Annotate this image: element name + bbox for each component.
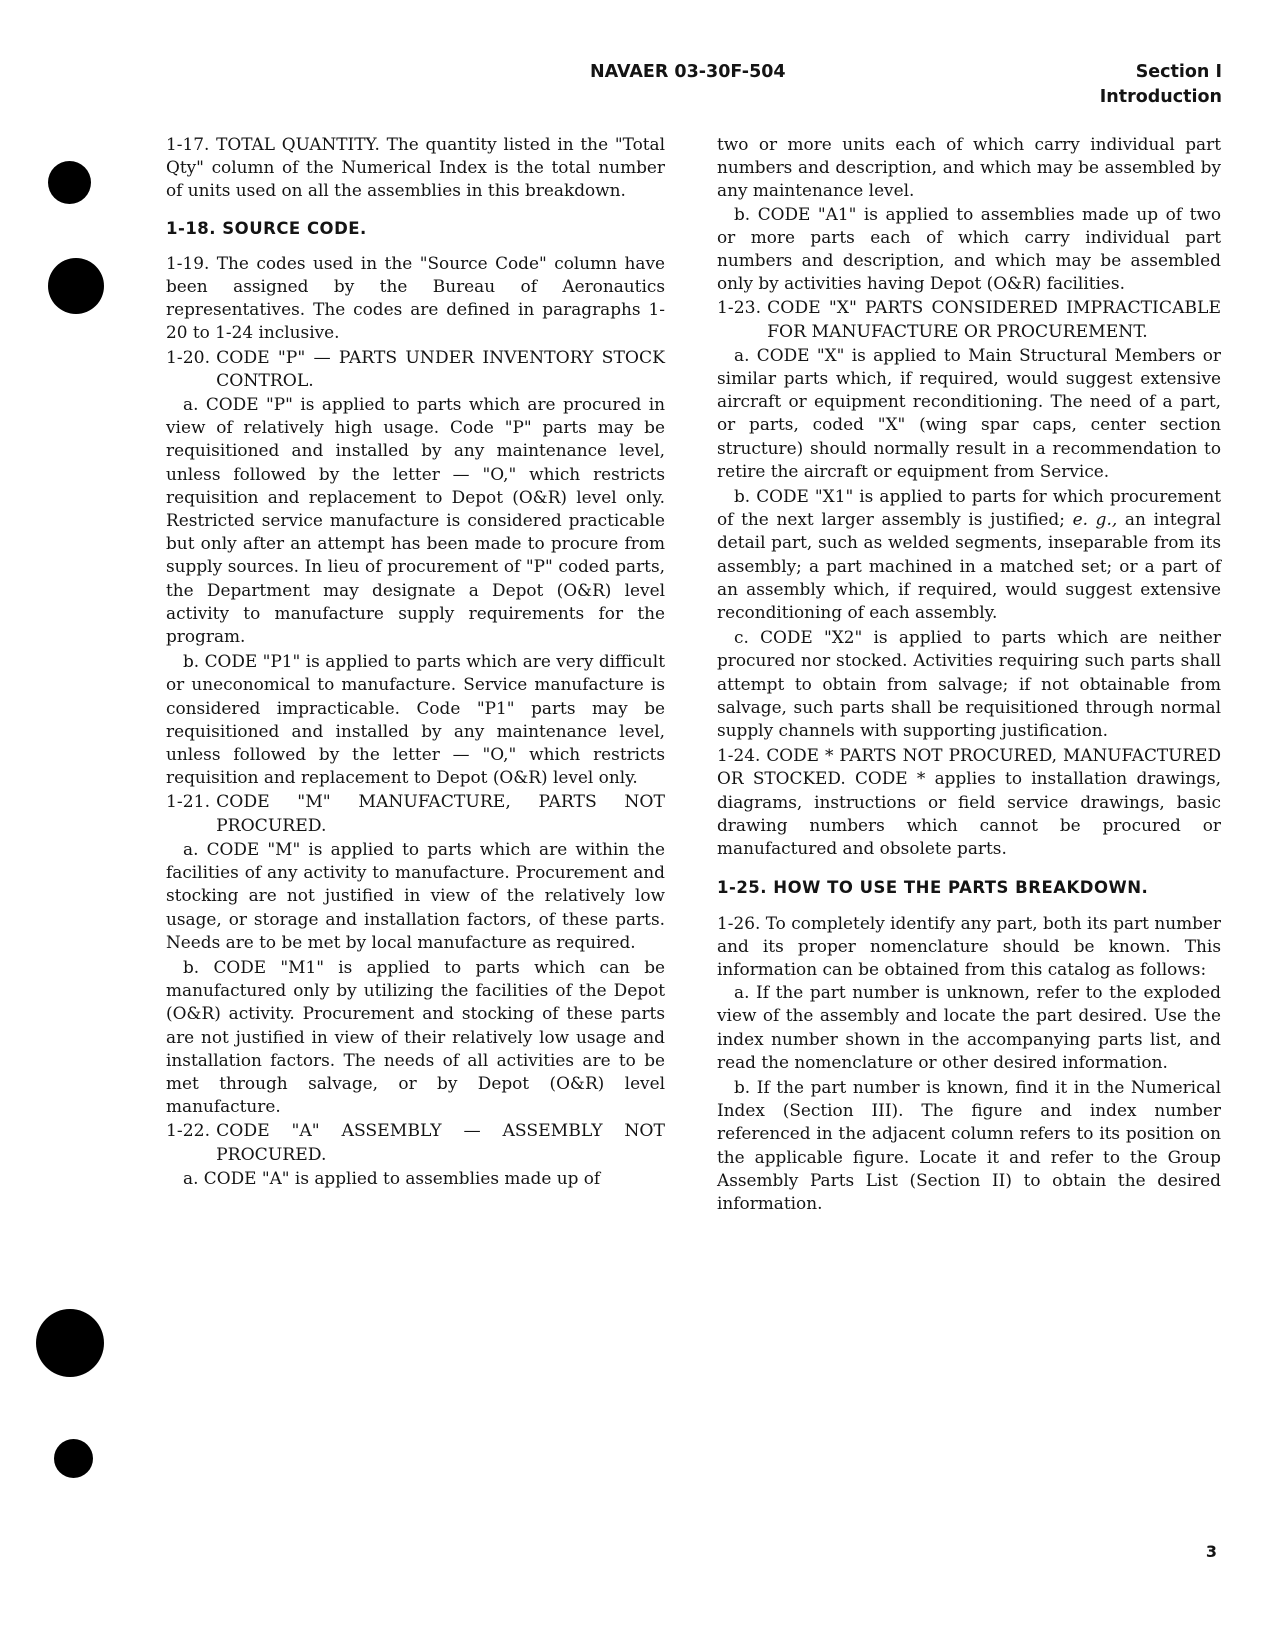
paragraph-1-26-a: a. If the part number is unknown, refer to the exploded view of the assembly and locate the part desired. Use the index number shown in the accompanying parts list, and read the nomenclature or other desired information. [717, 982, 1221, 1072]
paragraph-1-23-b [717, 485, 1221, 624]
code-m-title: CODE "M" MANUFACTURE, PARTS NOT PROCURED. [216, 792, 665, 836]
code-m-heading [166, 791, 665, 837]
heading-source-code: 1-18. SOURCE CODE. [166, 218, 367, 238]
paragraph-1-22-a-continued: two or more units each of which carry individual part numbers and description, and which may be assembled by any maintenance level. [717, 134, 1221, 201]
right-column [717, 133, 1221, 1215]
code-a-title: CODE "A" ASSEMBLY — ASSEMBLY NOT PROCURED. [216, 1121, 665, 1165]
paragraph-1-23-b-lead: b. CODE "X1" is applied to parts for which procurement of the next larger assembly is justified; [717, 486, 1221, 530]
paragraph-1-17: 1-17. TOTAL QUANTITY. The quantity listed in the "Total Qty" column of the Numerical Index is the total number of units used on all the assemblies in this breakdown. [166, 134, 665, 201]
code-x-heading [717, 297, 1221, 343]
binder-hole-2 [48, 258, 104, 314]
code-p-heading [166, 347, 665, 393]
code-x-title: CODE "X" PARTS CONSIDERED IMPRACTICABLE FOR MANUFACTURE OR PROCUREMENT. [767, 298, 1221, 342]
binder-hole-1 [48, 161, 91, 204]
paragraph-1-23-b-example: e. g., [1072, 509, 1118, 530]
code-a-heading [166, 1120, 665, 1166]
code-m-number: 1-21. [166, 792, 211, 813]
code-x-number: 1-23. [717, 298, 762, 319]
paragraph-1-20-a: a. CODE "P" is applied to parts which are procured in view of relatively high usage. Code "P" parts may be requisitioned and installed by any maintenance level, unless followed by the letter — "O," which restricts requisition and replacement to Depot (O&R) level only. Restricted service manufacture is considered practicable but only after an attempt has been made to procure from supply sources. In lieu of procurement of "P" coded parts, the Department may designate a Depot (O&R) level activity to manufacture supply requirements for the program. [166, 394, 665, 647]
code-p-number: 1-20. [166, 347, 211, 368]
section-label: Section I [1135, 62, 1222, 82]
left-column [166, 133, 665, 1190]
paragraph-1-23-b-tail: an integral detail part, such as welded segments, inseparable from its assembly; a part machined in a matched set; or a part of an assembly which, if required, would suggest extensive reconditioning of each assembly. [717, 509, 1222, 623]
paragraph-1-19: 1-19. The codes used in the "Source Code" column have been assigned by the Bureau of Aeronautics representatives. The codes are defined in paragraphs 1-20 to 1-24 inclusive. [166, 252, 665, 343]
paragraph-1-21-b: b. CODE "M1" is applied to parts which can be manufactured only by utilizing the facilities of the Depot (O&R) activity. Procurement and stocking of these parts are not justified in view of their relatively low usage and installation factors. The needs of all activities are to be met through salvage, or by Depot (O&R) level manufacture. [166, 956, 665, 1117]
paragraph-1-24: 1-24. CODE * PARTS NOT PROCURED, MANUFACTURED OR STOCKED. CODE * applies to installation drawings, diagrams, instructions or field service drawings, basic drawing numbers which cannot be procured or manufactured and obsolete parts. [717, 745, 1221, 859]
paragraph-1-23-c: c. CODE "X2" is applied to parts which are neither procured nor stocked. Activities requiring such parts shall attempt to obtain from salvage; if not obtainable from salvage, such parts shall be requisitioned through normal supply channels with supporting justification. [717, 627, 1221, 741]
paragraph-1-22-a: a. CODE "A" is applied to assemblies made up of [183, 1167, 601, 1188]
chapter-label: Introduction [1099, 87, 1222, 107]
paragraph-1-23-a: a. CODE "X" is applied to Main Structural Members or similar parts which, if required, would suggest extensive aircraft or equipment reconditioning. The need of a part, or parts, coded "X" (wing spar caps, center section structure) should normally result in a recommendation to retire the aircraft or equipment from Service. [717, 344, 1221, 481]
paragraph-1-22-b: b. CODE "A1" is applied to assemblies made up of two or more parts each of which carry individual part numbers and description, and which may be assembled only by activities having Depot (O&R) facilities. [717, 203, 1221, 294]
binder-hole-3 [36, 1309, 104, 1377]
document-number: NAVAER 03-30F-504 [590, 62, 786, 82]
paragraph-1-21-a: a. CODE "M" is applied to parts which are within the facilities of any activity to manufacture. Procurement and stocking are not justified in view of the relatively low usage, or storage and installation factors, of these parts. Needs are to be met by local manufacture as required. [166, 838, 665, 952]
binder-hole-4 [54, 1439, 93, 1478]
heading-how-to-use: 1-25. HOW TO USE THE PARTS BREAKDOWN. [717, 878, 1149, 898]
paragraph-1-26: 1-26. To completely identify any part, both its part number and its proper nomenclature should be known. This information can be obtained from this catalog as follows: [717, 912, 1221, 979]
page-number: 3 [1205, 1542, 1217, 1561]
paragraph-1-26-b: b. If the part number is known, find it in the Numerical Index (Section III). The figure and index number referenced in the adjacent column refers to its position on the applicable figure. Locate it and refer to the Group Assembly Parts List (Section II) to obtain the desired information. [717, 1076, 1221, 1213]
paragraph-1-20-b: b. CODE "P1" is applied to parts which are very difficult or uneconomical to manufacture. Service manufacture is considered impracticable. Code "P1" parts may be requisitioned and installed by any maintenance level, unless followed by the letter — "O," which restricts requisition and replacement to Depot (O&R) level only. [166, 651, 665, 788]
code-p-title: CODE "P" — PARTS UNDER INVENTORY STOCK CONTROL. [216, 347, 665, 391]
code-a-number: 1-22. [166, 1121, 211, 1142]
